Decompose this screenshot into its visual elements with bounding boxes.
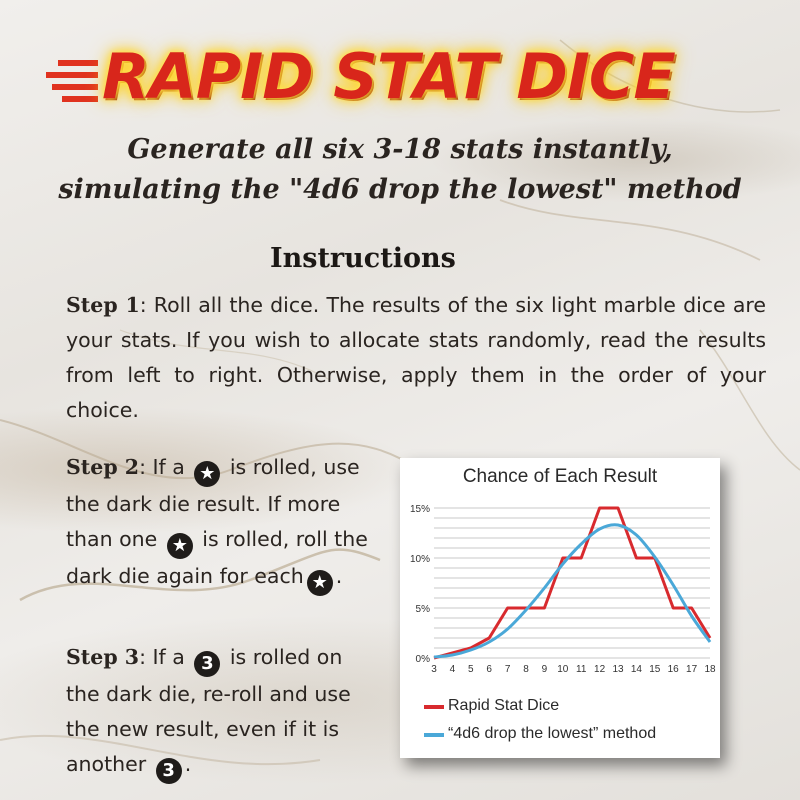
app-title: RAPID STAT DICE [102,40,675,113]
title-logo [40,30,780,120]
star-icon: ★ [194,461,220,487]
step-2-text-a: : If a [139,455,192,479]
subtitle [40,130,760,210]
legend-item [420,720,720,748]
x-tick-label: 7 [504,664,511,675]
chart-legend [420,692,720,748]
y-tick-label: 5% [415,604,430,615]
legend-swatch-blue [424,733,444,737]
star-icon: ★ [307,570,333,596]
x-tick-label: 10 [557,664,569,675]
series-line-rapid-stat-dice [434,508,710,658]
step-2-paragraph [66,450,376,596]
chart-title: Chance of Each Result [462,466,658,487]
three-icon: 3 [156,758,182,784]
x-tick-label: 15 [649,664,661,675]
legend-swatch-red [424,705,444,709]
step-2-text-d: . [335,564,343,588]
x-tick-label: 17 [686,664,698,675]
series-line-4d6-drop-lowest [434,525,710,657]
x-tick-label: 6 [486,664,492,675]
step-3-text-b: is rolled on the dark die, re-roll and use the new result, even if it is another [66,645,351,776]
subtitle-line-2: simulating the "4d6 drop the lowest" method [58,174,742,205]
instructions-heading: Instructions [270,243,456,274]
step-3-text-a: : If a [139,645,192,669]
legend-label: Rapid Stat Dice [448,697,560,714]
step-1-text: : Roll all the dice. The results of the six light marble dice are your stats. If you wish to allocate stats randomly, read the results from left to right. Otherwise, apply them in the order of your choice. [66,293,766,422]
step-2-label: Step 2 [66,455,140,479]
x-tick-label: 14 [630,664,642,675]
step-2-text-c: is rolled, roll the dark die again for each [66,527,368,588]
y-tick-label: 15% [409,504,430,515]
speed-lines-icon [40,52,110,112]
three-icon: 3 [194,651,220,677]
step-1-paragraph [66,288,766,428]
x-tick-label: 9 [541,664,548,675]
step-3-label: Step 3 [66,645,140,669]
x-tick-label: 3 [431,664,437,675]
x-tick-label: 18 [704,664,716,675]
legend-item [420,692,720,720]
chart-card [400,458,720,758]
y-tick-label: 10% [409,554,430,565]
step-3-text-c: . [184,752,192,776]
subtitle-line-1: Generate all six 3-18 stats instantly, [127,134,673,165]
step-2-text-b: is rolled, use the dark die result. If more than one [66,455,360,551]
step-1-label: Step 1 [66,293,140,317]
x-tick-label: 11 [576,664,587,675]
x-tick-label: 13 [612,664,624,675]
y-tick-label: 0% [415,654,430,665]
x-tick-label: 5 [468,664,474,675]
x-tick-label: 4 [449,664,456,675]
star-icon: ★ [167,533,193,559]
x-tick-label: 8 [523,664,529,675]
step-3-paragraph [66,640,376,784]
legend-label: “4d6 drop the lowest” method [448,725,657,742]
x-tick-label: 12 [594,664,606,675]
x-tick-label: 16 [667,664,679,675]
